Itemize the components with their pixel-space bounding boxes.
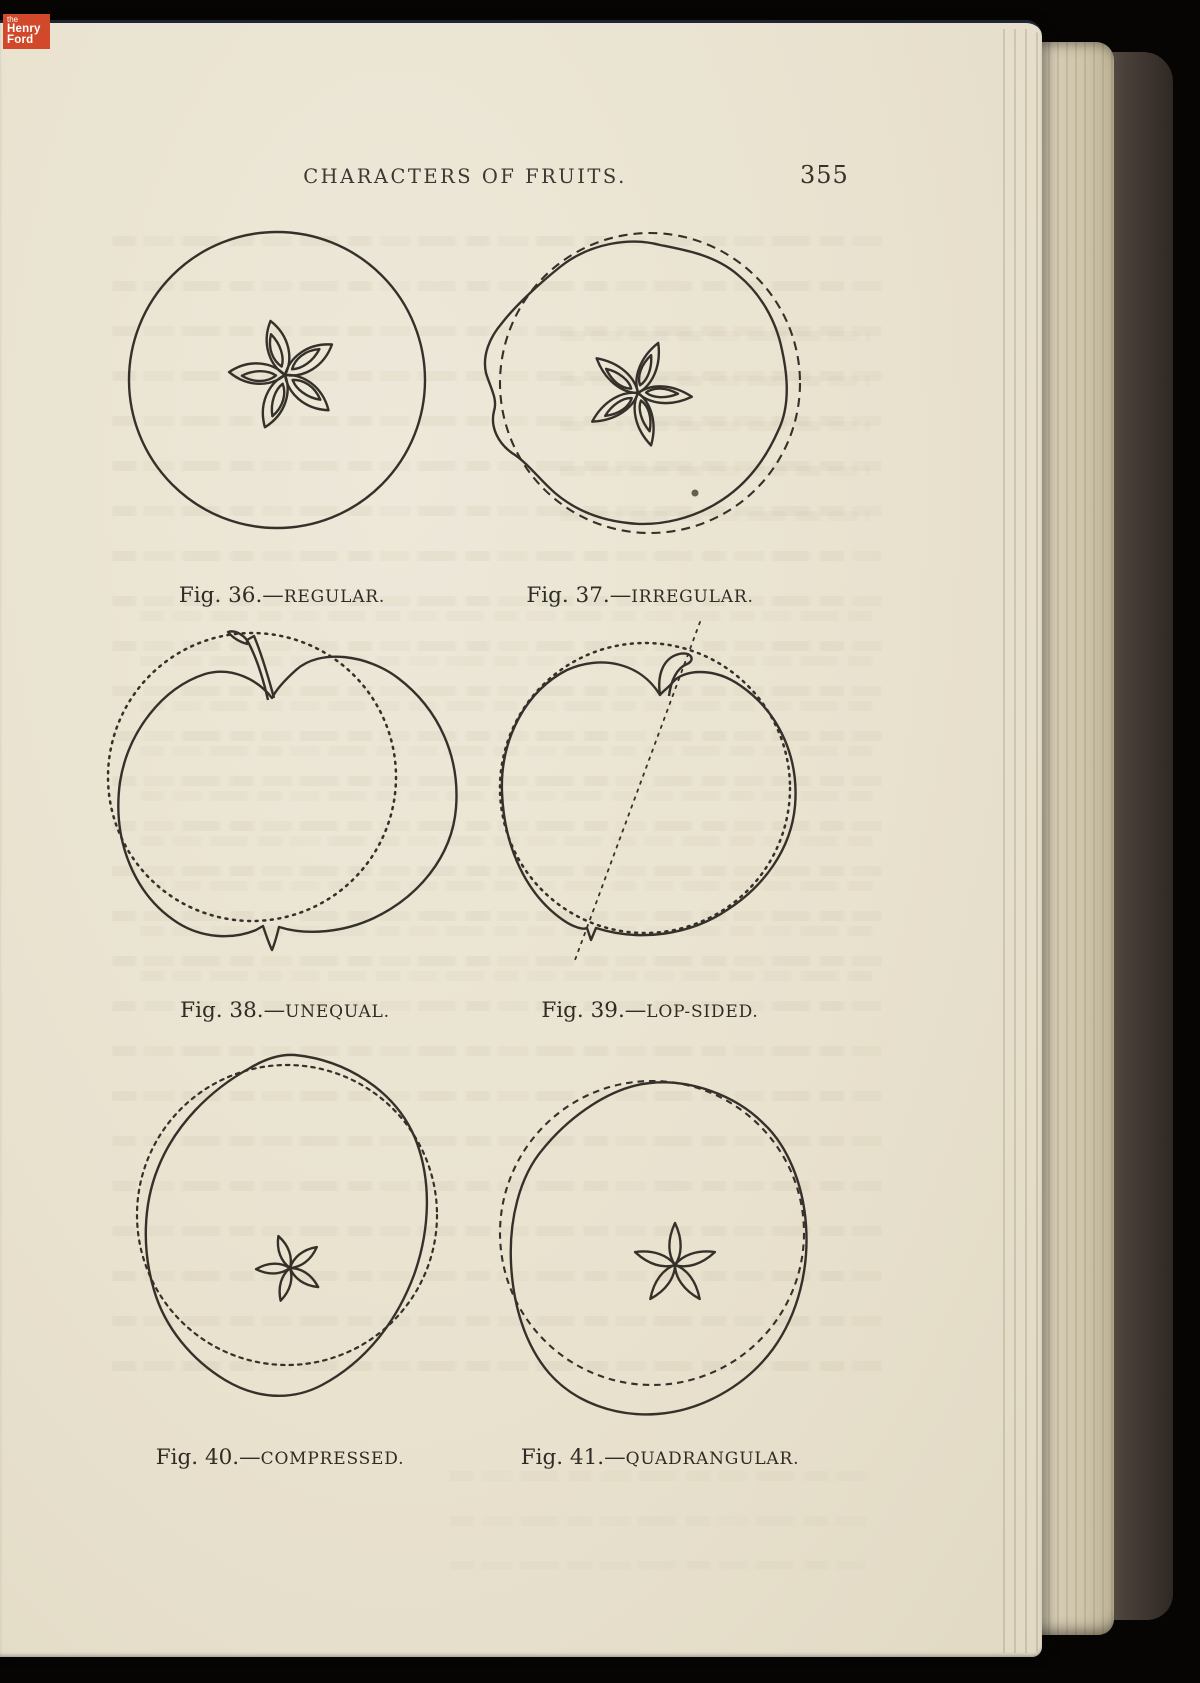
fig-36-core-star: [216, 306, 353, 439]
fig-40-caption-name: COMPRESSED.: [260, 1449, 405, 1469]
logo-the: the: [7, 15, 19, 24]
paper-speck: [692, 490, 699, 497]
fig-38-ideal-circle: [108, 633, 396, 921]
fig-39-caption-name: LOP-SIDED.: [646, 1002, 759, 1022]
fig-40-caption-prefix: Fig. 40.—: [155, 1445, 261, 1470]
fig-41-drawing: [475, 1065, 835, 1430]
fig-41-outline: [511, 1082, 807, 1414]
fig-40-caption: [100, 1445, 460, 1470]
running-head: CHARACTERS OF FRUITS.: [303, 165, 627, 188]
fig-40-outline: [146, 1055, 427, 1396]
fig-37-drawing: [460, 215, 820, 550]
fig-41-caption-prefix: Fig. 41.—: [520, 1445, 626, 1470]
fig-39-drawing: [475, 610, 825, 965]
fig-40-drawing: [110, 1040, 460, 1415]
fig-36-caption-prefix: Fig. 36.—: [178, 583, 284, 608]
fig-36-caption: [117, 583, 447, 608]
fig-39-outline: [502, 662, 796, 940]
fig-41-core-star: [633, 1223, 716, 1302]
fig-38-caption: [100, 998, 470, 1023]
page-number: 355: [800, 161, 849, 189]
fig-38-outline: [118, 657, 456, 950]
fig-41-caption-name: QUADRANGULAR.: [625, 1449, 800, 1469]
logo-ford: Ford: [7, 34, 34, 46]
fig-36-drawing: [115, 215, 445, 550]
fig-39-caption: [475, 998, 825, 1023]
fig-41-ideal-circle: [500, 1081, 804, 1385]
fig-38-caption-name: UNEQUAL.: [285, 1002, 390, 1022]
fig-37-caption-name: IRREGULAR.: [631, 587, 754, 607]
fig-37-caption-prefix: Fig. 37.—: [526, 583, 632, 608]
fig-38-stem: [247, 636, 274, 700]
fig-38-drawing: [100, 610, 470, 960]
fig-41-caption: [470, 1445, 850, 1470]
henry-ford-logo: [3, 14, 50, 49]
fig-37-core-star: [570, 323, 708, 458]
fig-38-caption-prefix: Fig. 38.—: [180, 998, 286, 1023]
fig-40-core-star: [247, 1224, 333, 1308]
fig-36-caption-name: REGULAR.: [283, 587, 386, 607]
fig-37-caption: [460, 583, 820, 608]
fig-39-caption-prefix: Fig. 39.—: [541, 998, 647, 1023]
logo-henry: Henry: [7, 23, 41, 35]
